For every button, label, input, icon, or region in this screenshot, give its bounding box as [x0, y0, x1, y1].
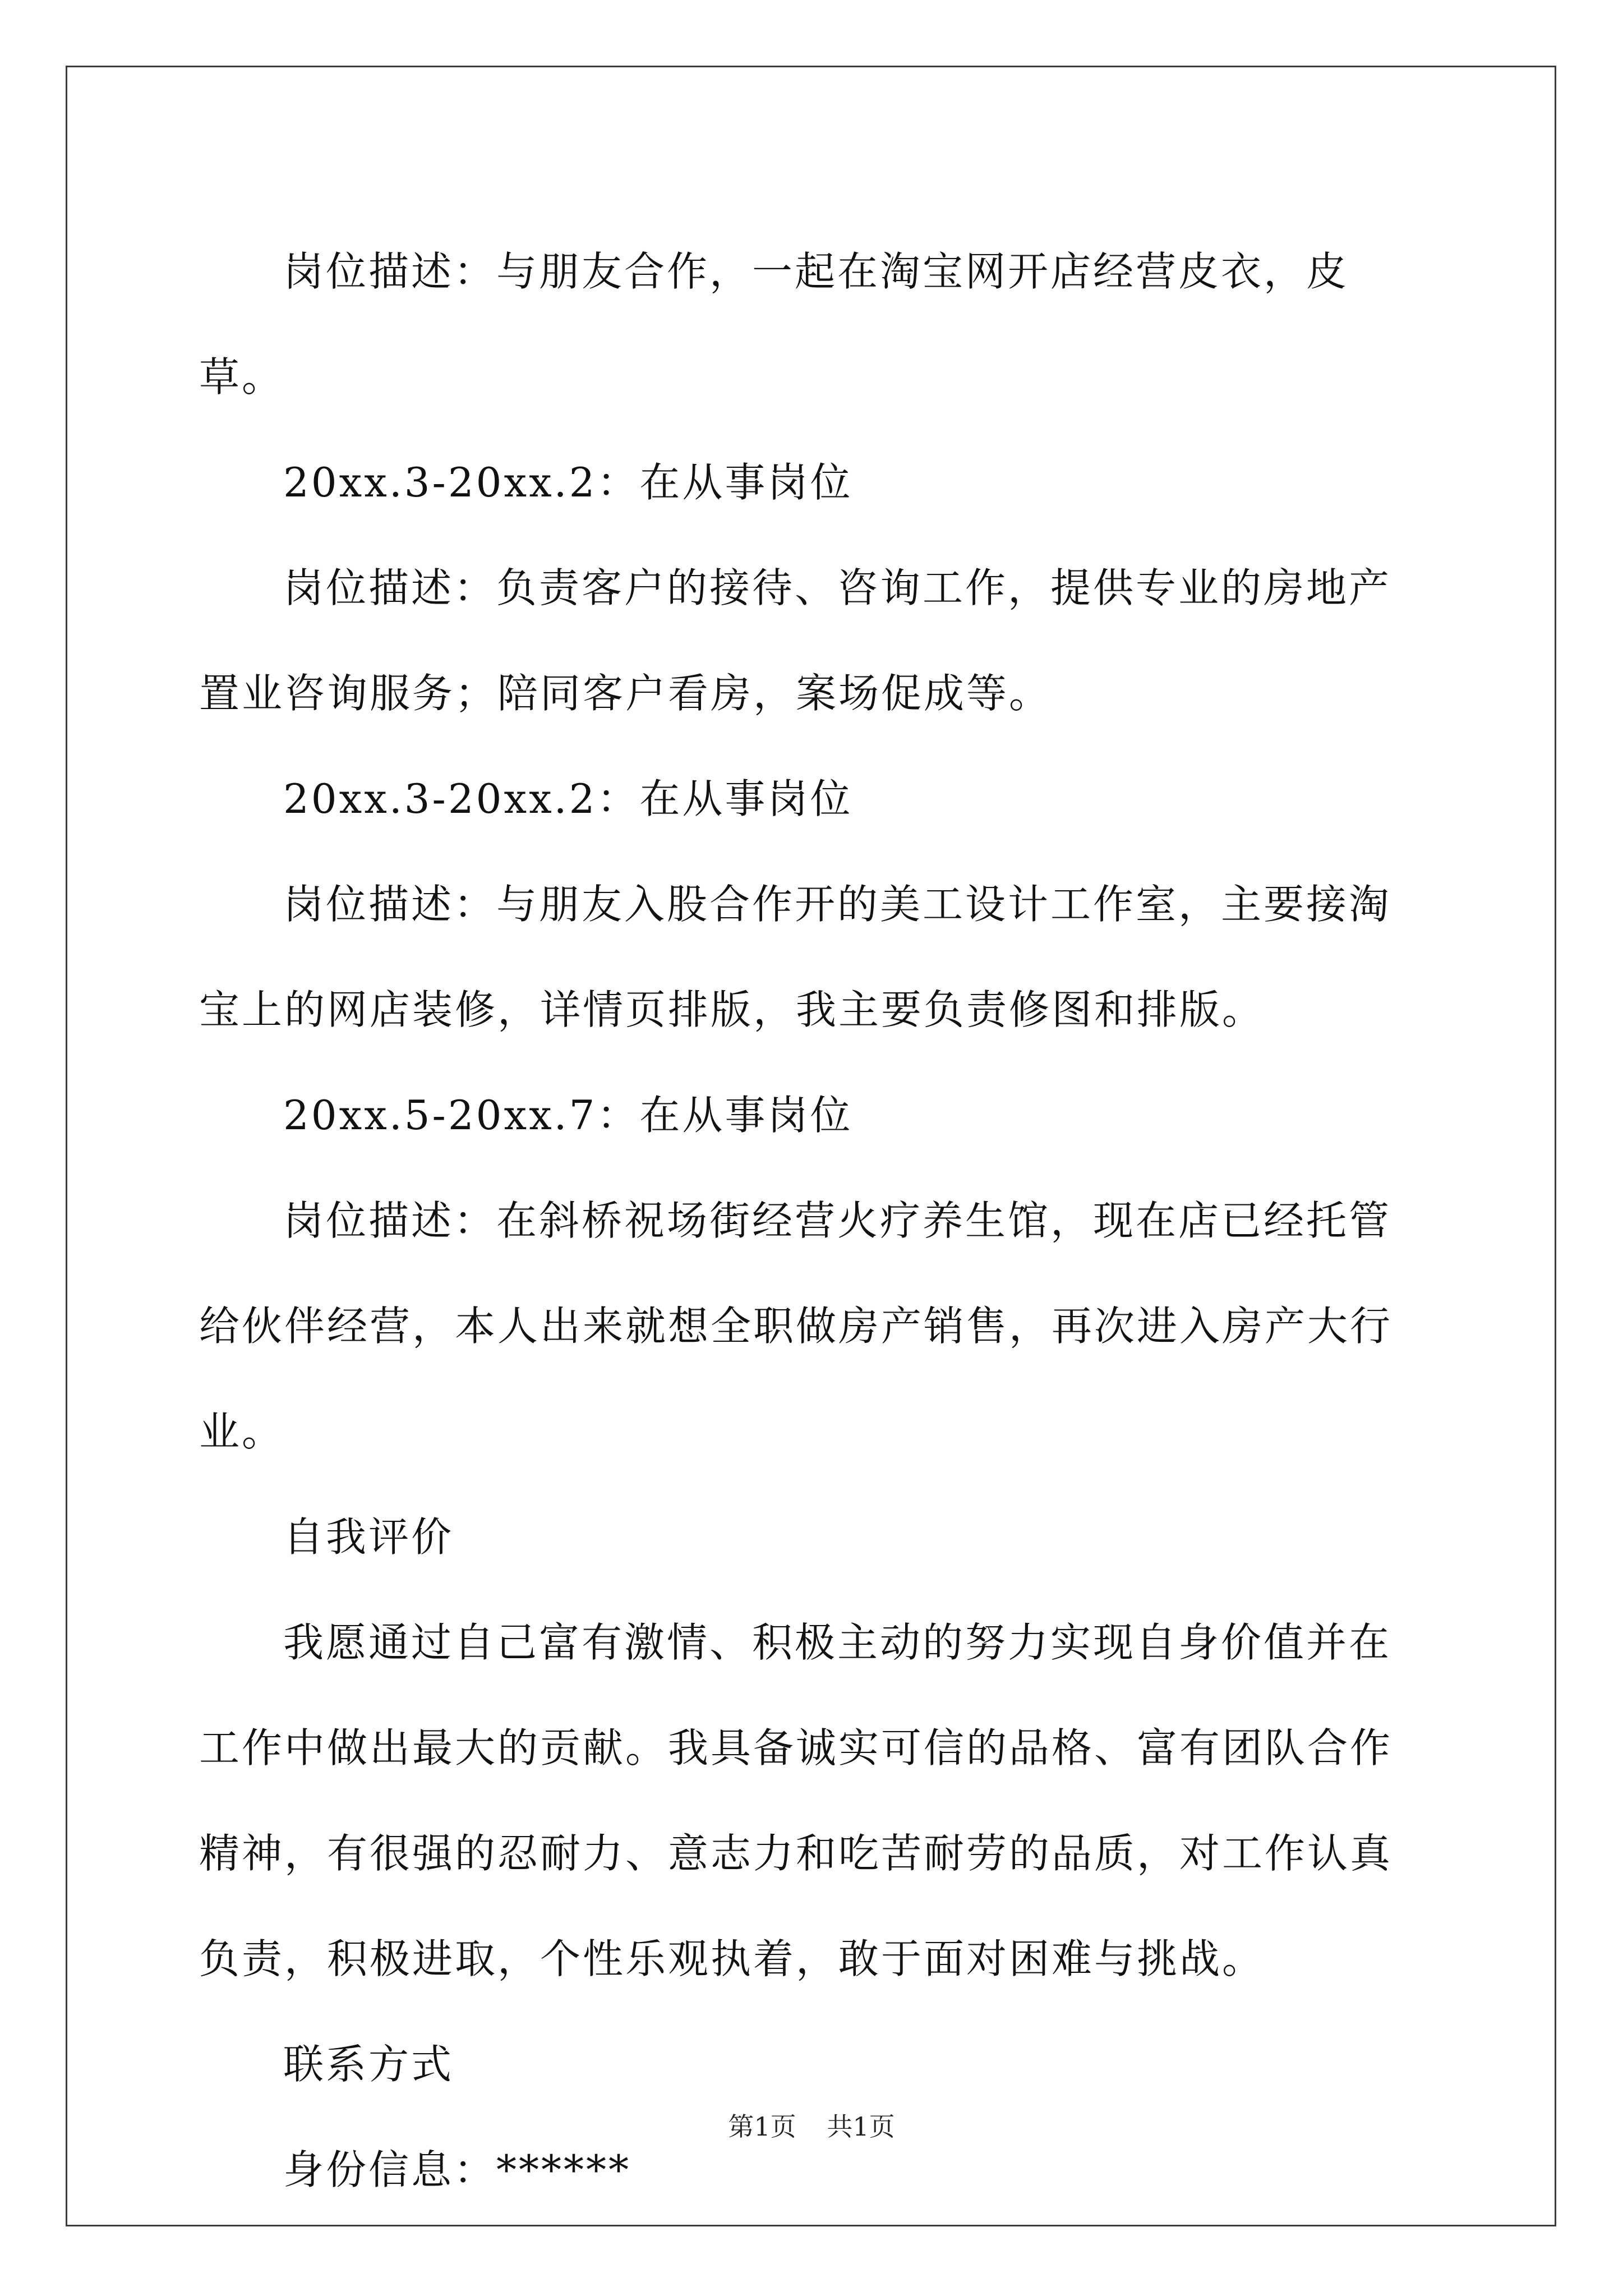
- page-footer: [0, 2106, 1623, 2143]
- job-description-2: 岗位描述：负责客户的接待、咨询工作，提供专业的房地产置业咨询服务；陪同客户看房，案场促成等。: [199, 564, 1392, 717]
- document-body: [199, 219, 1433, 2223]
- job-period-1: 20xx.3-20xx.2：在从事岗位: [283, 459, 853, 506]
- section-heading-self-evaluation: 自我评价: [283, 1513, 454, 1561]
- identity-info: 身份信息：******: [283, 2146, 631, 2193]
- job-period-3: 20xx.5-20xx.7：在从事岗位: [283, 1092, 853, 1139]
- self-evaluation-text: 我愿通过自己富有激情、积极主动的努力实现自身价值并在工作中做出最大的贡献。我具备诚实可信的品格、富有团队合作精神，有很强的忍耐力、意志力和吃苦耐劳的品质，对工作认真负责，积极进取，个性乐观执着，敢于面对困难与挑战。: [199, 1619, 1393, 1982]
- job-period-2: 20xx.3-20xx.2：在从事岗位: [283, 775, 853, 822]
- job-description-3: 岗位描述：与朋友入股合作开的美工设计工作室，主要接淘宝上的网店装修，详情页排版，我主要负责修图和排版。: [199, 881, 1392, 1033]
- page-number-total: 共1页: [827, 2111, 895, 2142]
- job-description-4: 岗位描述：在斜桥祝场街经营火疗养生馆，现在店已经托管给伙伴经营，本人出来就想全职做房产销售，再次进入房产大行业。: [199, 1197, 1393, 1455]
- job-description-1: 岗位描述：与朋友合作，一起在淘宝网开店经营皮衣，皮草。: [199, 248, 1349, 401]
- page-number-current: 第1页: [728, 2111, 796, 2142]
- section-heading-contact: 联系方式: [283, 2041, 454, 2088]
